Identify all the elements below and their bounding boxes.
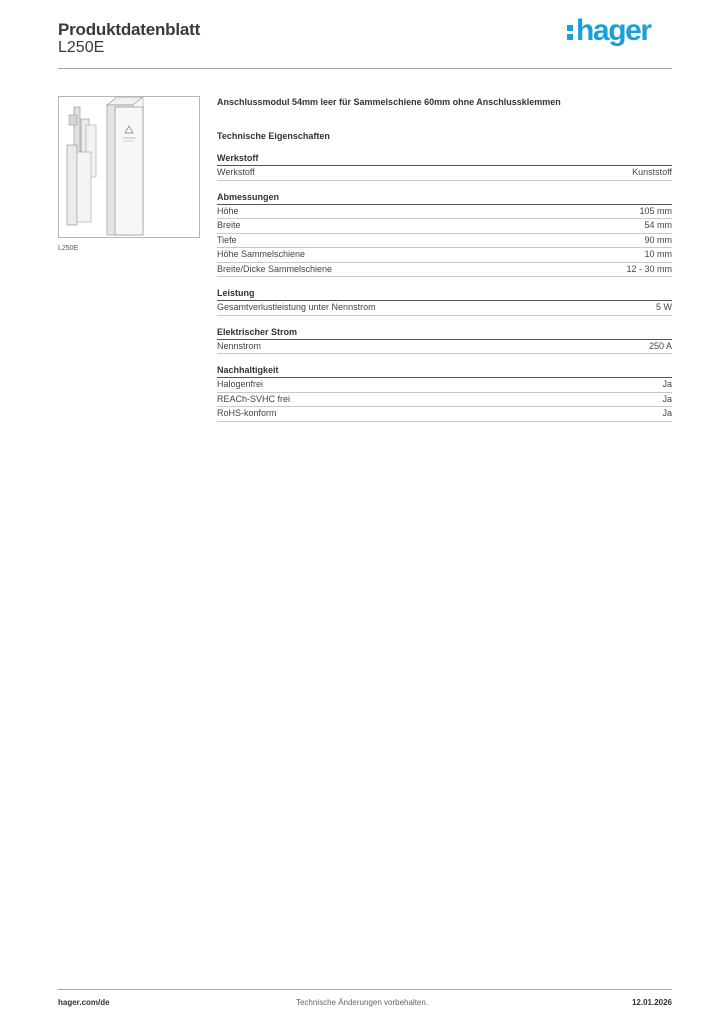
article-number: L250E (58, 39, 105, 56)
footer-website-link[interactable]: hager.com/de (58, 998, 110, 1007)
spec-value: 12 - 30 mm (626, 263, 672, 274)
group-abmessungen (217, 191, 672, 278)
spec-row (217, 205, 672, 220)
spec-value: 105 mm (639, 205, 672, 216)
spec-row (217, 166, 672, 181)
document-title: Produktdatenblatt (58, 20, 201, 39)
spec-label: Höhe Sammelschiene (217, 249, 306, 259)
footer-notice: Technische Änderungen vorbehalten. (295, 998, 429, 1007)
header-divider (58, 68, 672, 69)
footer-divider (58, 989, 672, 990)
spec-row (217, 219, 672, 234)
product-image (58, 96, 200, 238)
spec-row (217, 407, 672, 422)
spec-label: Höhe (217, 205, 239, 216)
spec-content (217, 95, 672, 422)
group-title: Werkstoff (217, 152, 672, 166)
product-description: Anschlussmodul 54mm leer für Sammelschiene 60mm ohne Anschlussklemmen (217, 97, 561, 107)
spec-row (217, 234, 672, 249)
spec-value: Ja (662, 379, 672, 389)
spec-value: 5 W (655, 302, 672, 312)
spec-row (217, 301, 672, 316)
group-leistung (217, 287, 672, 316)
spec-value: 54 mm (644, 220, 672, 230)
spec-row (217, 248, 672, 263)
spec-value: Kunststoff (632, 167, 672, 177)
spec-row (217, 263, 672, 278)
footer-date: 12.01.2026 (631, 998, 672, 1007)
spec-value: 250 A (648, 340, 672, 351)
logo-text: hager (576, 14, 651, 47)
logo-dots-icon (566, 15, 575, 37)
hager-logo (566, 15, 651, 47)
spec-label: Werkstoff (217, 167, 255, 177)
spec-row (217, 340, 672, 355)
image-caption: L250E (58, 245, 79, 252)
group-werkstoff (217, 152, 672, 181)
spec-value: 10 mm (644, 249, 672, 259)
section-heading: Technische Eigenschaften (217, 131, 330, 141)
spec-row (217, 393, 672, 408)
group-title: Elektrischer Strom (217, 326, 672, 340)
spec-label: Halogenfrei (217, 379, 264, 389)
spec-value: Ja (662, 408, 672, 418)
spec-row (217, 378, 672, 393)
group-title: Abmessungen (217, 191, 672, 205)
spec-label: Tiefe (217, 234, 237, 245)
group-elektrischer-strom (217, 326, 672, 355)
spec-label: Nennstrom (217, 340, 262, 351)
product-drawing-icon (59, 97, 199, 237)
group-title: Nachhaltigkeit (217, 364, 672, 378)
group-nachhaltigkeit (217, 364, 672, 422)
spec-label: RoHS-konform (217, 408, 277, 418)
group-title: Leistung (217, 287, 672, 301)
spec-label: REACh-SVHC frei (217, 393, 291, 404)
spec-value: 90 mm (644, 234, 672, 245)
spec-label: Breite (217, 220, 241, 230)
spec-value: Ja (662, 393, 672, 404)
spec-label: Breite/Dicke Sammelschiene (217, 263, 333, 274)
spec-label: Gesamtverlustleistung unter Nennstrom (217, 302, 376, 312)
